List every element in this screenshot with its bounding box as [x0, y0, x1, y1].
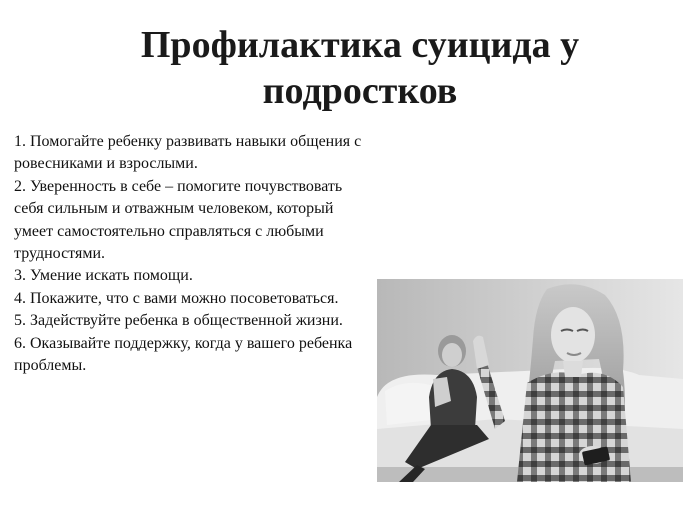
tip-item: 4. Покажите, что с вами можно посоветоваться. — [14, 289, 339, 307]
tip-item: 1. Помогайте ребенку развивать навыки общения с ровесниками и взрослыми. — [14, 133, 362, 173]
teen-parent-photo — [377, 279, 683, 482]
tip-item: 6. Оказывайте поддержку, когда у вашего ребенка проблемы. — [14, 334, 353, 375]
tip-item: 3. Умение искать помощи. — [14, 267, 193, 285]
tip-item: 2. Уверенность в себе – помогите почувствовать себя сильным и отважным человеком, который умеет самостоятельно справляться с любыми трудностями. — [14, 177, 343, 263]
photo-illustration — [377, 279, 683, 482]
tips-list — [14, 131, 374, 377]
tip-item: 5. Задействуйте ребенка в общественной жизни. — [14, 312, 343, 330]
slide-title: Профилактика суицида у подростков — [140, 24, 580, 112]
